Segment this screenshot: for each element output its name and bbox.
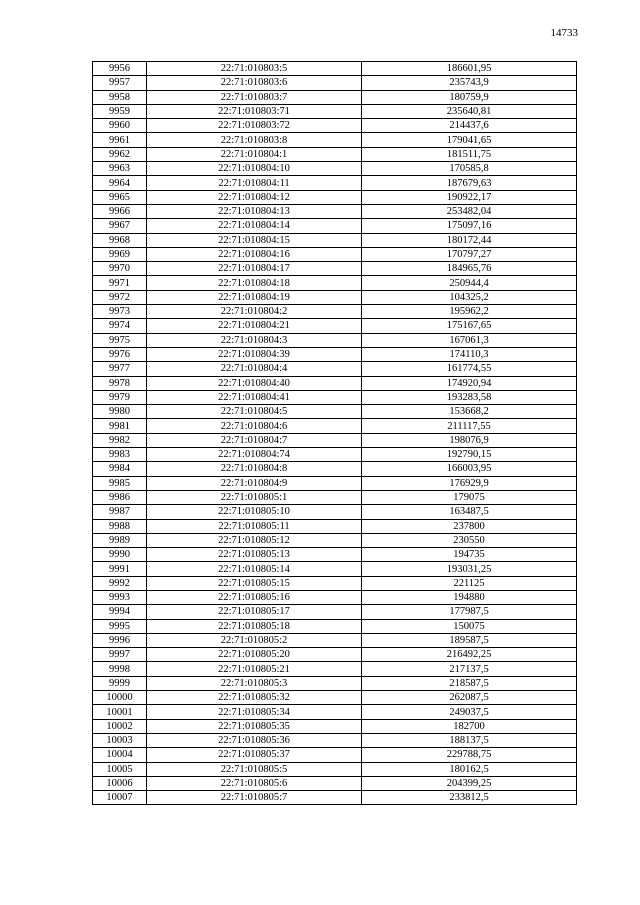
cadastral-number-cell: 22:71:010804:3: [147, 333, 362, 347]
table-row: [93, 505, 577, 519]
value-cell: 167061,3: [362, 333, 577, 347]
value-cell: 221125: [362, 576, 577, 590]
row-number-cell: 9970: [93, 262, 147, 276]
value-cell: 187679,63: [362, 176, 577, 190]
value-cell: 180162,5: [362, 762, 577, 776]
row-number-cell: 9992: [93, 576, 147, 590]
row-number-cell: 9969: [93, 247, 147, 261]
row-number-cell: 9988: [93, 519, 147, 533]
row-number-cell: 9956: [93, 62, 147, 76]
value-cell: 179041,65: [362, 133, 577, 147]
table-row: [93, 162, 577, 176]
value-cell: 174110,3: [362, 347, 577, 361]
table-row: [93, 633, 577, 647]
row-number-cell: 9963: [93, 162, 147, 176]
row-number-cell: 9974: [93, 319, 147, 333]
table-row: [93, 519, 577, 533]
table-row: [93, 733, 577, 747]
table-row: [93, 533, 577, 547]
table-row: [93, 233, 577, 247]
table-row: [93, 776, 577, 790]
cadastral-number-cell: 22:71:010804:39: [147, 347, 362, 361]
row-number-cell: 10004: [93, 748, 147, 762]
value-cell: 211117,55: [362, 419, 577, 433]
value-cell: 237800: [362, 519, 577, 533]
cadastral-number-cell: 22:71:010805:2: [147, 633, 362, 647]
value-cell: 192790,15: [362, 448, 577, 462]
row-number-cell: 9961: [93, 133, 147, 147]
cadastral-number-cell: 22:71:010804:41: [147, 390, 362, 404]
row-number-cell: 9998: [93, 662, 147, 676]
cadastral-number-cell: 22:71:010805:34: [147, 705, 362, 719]
table-row: [93, 362, 577, 376]
row-number-cell: 9981: [93, 419, 147, 433]
table-row: [93, 390, 577, 404]
value-cell: 174920,94: [362, 376, 577, 390]
table-row: [93, 319, 577, 333]
cadastral-number-cell: 22:71:010804:19: [147, 290, 362, 304]
row-number-cell: 9987: [93, 505, 147, 519]
row-number-cell: 9977: [93, 362, 147, 376]
table-row: [93, 490, 577, 504]
table-row: [93, 462, 577, 476]
cadastral-number-cell: 22:71:010805:35: [147, 719, 362, 733]
value-cell: 194880: [362, 590, 577, 604]
table-row: [93, 605, 577, 619]
value-cell: 217137,5: [362, 662, 577, 676]
cadastral-number-cell: 22:71:010805:14: [147, 562, 362, 576]
row-number-cell: 10005: [93, 762, 147, 776]
row-number-cell: 9966: [93, 204, 147, 218]
value-cell: 176929,9: [362, 476, 577, 490]
cadastral-table: [92, 61, 577, 805]
row-number-cell: 9997: [93, 648, 147, 662]
table-row: [93, 247, 577, 261]
value-cell: 235640,81: [362, 104, 577, 118]
row-number-cell: 9983: [93, 448, 147, 462]
row-number-cell: 9986: [93, 490, 147, 504]
cadastral-number-cell: 22:71:010804:6: [147, 419, 362, 433]
cadastral-number-cell: 22:71:010805:18: [147, 619, 362, 633]
row-number-cell: 10001: [93, 705, 147, 719]
cadastral-number-cell: 22:71:010805:20: [147, 648, 362, 662]
value-cell: 184965,76: [362, 262, 577, 276]
value-cell: 177987,5: [362, 605, 577, 619]
value-cell: 182700: [362, 719, 577, 733]
value-cell: 204399,25: [362, 776, 577, 790]
table-row: [93, 405, 577, 419]
value-cell: 166003,95: [362, 462, 577, 476]
table-row: [93, 305, 577, 319]
table-row: [93, 219, 577, 233]
table-row: [93, 176, 577, 190]
cadastral-number-cell: 22:71:010805:5: [147, 762, 362, 776]
row-number-cell: 9989: [93, 533, 147, 547]
row-number-cell: 9972: [93, 290, 147, 304]
table-row: [93, 62, 577, 76]
cadastral-number-cell: 22:71:010804:1: [147, 147, 362, 161]
row-number-cell: 9993: [93, 590, 147, 604]
row-number-cell: 9962: [93, 147, 147, 161]
value-cell: 181511,75: [362, 147, 577, 161]
value-cell: 216492,25: [362, 648, 577, 662]
table-row: [93, 576, 577, 590]
row-number-cell: 9996: [93, 633, 147, 647]
row-number-cell: 10002: [93, 719, 147, 733]
value-cell: 194735: [362, 548, 577, 562]
value-cell: 170797,27: [362, 247, 577, 261]
value-cell: 195962,2: [362, 305, 577, 319]
cadastral-number-cell: 22:71:010804:17: [147, 262, 362, 276]
row-number-cell: 9967: [93, 219, 147, 233]
table-row: [93, 376, 577, 390]
value-cell: 229788,75: [362, 748, 577, 762]
value-cell: 180172,44: [362, 233, 577, 247]
row-number-cell: 10006: [93, 776, 147, 790]
table-row: [93, 590, 577, 604]
table-body: [93, 62, 577, 805]
cadastral-number-cell: 22:71:010803:7: [147, 90, 362, 104]
row-number-cell: 9973: [93, 305, 147, 319]
value-cell: 170585,8: [362, 162, 577, 176]
cadastral-number-cell: 22:71:010804:11: [147, 176, 362, 190]
cadastral-number-cell: 22:71:010805:17: [147, 605, 362, 619]
row-number-cell: 9978: [93, 376, 147, 390]
cadastral-number-cell: 22:71:010804:21: [147, 319, 362, 333]
value-cell: 175167,65: [362, 319, 577, 333]
cadastral-number-cell: 22:71:010805:1: [147, 490, 362, 504]
table-row: [93, 104, 577, 118]
row-number-cell: 9968: [93, 233, 147, 247]
cadastral-number-cell: 22:71:010805:21: [147, 662, 362, 676]
cadastral-number-cell: 22:71:010804:16: [147, 247, 362, 261]
row-number-cell: 10007: [93, 791, 147, 805]
cadastral-number-cell: 22:71:010804:4: [147, 362, 362, 376]
cadastral-number-cell: 22:71:010805:12: [147, 533, 362, 547]
table-row: [93, 262, 577, 276]
cadastral-number-cell: 22:71:010805:16: [147, 590, 362, 604]
row-number-cell: 9971: [93, 276, 147, 290]
table-row: [93, 190, 577, 204]
cadastral-number-cell: 22:71:010805:32: [147, 691, 362, 705]
value-cell: 175097,16: [362, 219, 577, 233]
cadastral-number-cell: 22:71:010804:74: [147, 448, 362, 462]
table-row: [93, 276, 577, 290]
table-row: [93, 76, 577, 90]
table-row: [93, 333, 577, 347]
table-row: [93, 662, 577, 676]
cadastral-number-cell: 22:71:010805:37: [147, 748, 362, 762]
row-number-cell: 9964: [93, 176, 147, 190]
cadastral-number-cell: 22:71:010804:40: [147, 376, 362, 390]
cadastral-number-cell: 22:71:010805:36: [147, 733, 362, 747]
value-cell: 186601,95: [362, 62, 577, 76]
table-row: [93, 433, 577, 447]
row-number-cell: 9976: [93, 347, 147, 361]
value-cell: 189587,5: [362, 633, 577, 647]
value-cell: 161774,55: [362, 362, 577, 376]
value-cell: 150075: [362, 619, 577, 633]
cadastral-number-cell: 22:71:010805:15: [147, 576, 362, 590]
table-row: [93, 448, 577, 462]
cadastral-number-cell: 22:71:010803:71: [147, 104, 362, 118]
row-number-cell: 9999: [93, 676, 147, 690]
table-row: [93, 562, 577, 576]
value-cell: 193031,25: [362, 562, 577, 576]
cadastral-number-cell: 22:71:010804:8: [147, 462, 362, 476]
value-cell: 249037,5: [362, 705, 577, 719]
row-number-cell: 9991: [93, 562, 147, 576]
table-row: [93, 705, 577, 719]
value-cell: 214437,6: [362, 119, 577, 133]
row-number-cell: 10000: [93, 691, 147, 705]
row-number-cell: 9982: [93, 433, 147, 447]
row-number-cell: 9965: [93, 190, 147, 204]
table-row: [93, 691, 577, 705]
value-cell: 218587,5: [362, 676, 577, 690]
table-row: [93, 619, 577, 633]
cadastral-number-cell: 22:71:010804:18: [147, 276, 362, 290]
row-number-cell: 9990: [93, 548, 147, 562]
table-row: [93, 90, 577, 104]
cadastral-number-cell: 22:71:010803:5: [147, 62, 362, 76]
value-cell: 180759,9: [362, 90, 577, 104]
row-number-cell: 9958: [93, 90, 147, 104]
cadastral-number-cell: 22:71:010804:12: [147, 190, 362, 204]
cadastral-number-cell: 22:71:010805:3: [147, 676, 362, 690]
table-row: [93, 147, 577, 161]
value-cell: 163487,5: [362, 505, 577, 519]
table-row: [93, 762, 577, 776]
cadastral-number-cell: 22:71:010805:10: [147, 505, 362, 519]
value-cell: 188137,5: [362, 733, 577, 747]
value-cell: 190922,17: [362, 190, 577, 204]
value-cell: 179075: [362, 490, 577, 504]
value-cell: 233812,5: [362, 791, 577, 805]
row-number-cell: 9959: [93, 104, 147, 118]
page-number: 14733: [550, 27, 578, 39]
value-cell: 253482,04: [362, 204, 577, 218]
table-row: [93, 548, 577, 562]
row-number-cell: 9980: [93, 405, 147, 419]
table-row: [93, 204, 577, 218]
table-row: [93, 119, 577, 133]
table-row: [93, 133, 577, 147]
cadastral-number-cell: 22:71:010804:9: [147, 476, 362, 490]
row-number-cell: 9995: [93, 619, 147, 633]
cadastral-number-cell: 22:71:010804:14: [147, 219, 362, 233]
table-row: [93, 791, 577, 805]
value-cell: 262087,5: [362, 691, 577, 705]
cadastral-number-cell: 22:71:010805:13: [147, 548, 362, 562]
value-cell: 193283,58: [362, 390, 577, 404]
value-cell: 230550: [362, 533, 577, 547]
cadastral-number-cell: 22:71:010804:10: [147, 162, 362, 176]
table-row: [93, 347, 577, 361]
value-cell: 235743,9: [362, 76, 577, 90]
cadastral-number-cell: 22:71:010804:7: [147, 433, 362, 447]
row-number-cell: 10003: [93, 733, 147, 747]
cadastral-number-cell: 22:71:010804:15: [147, 233, 362, 247]
row-number-cell: 9960: [93, 119, 147, 133]
cadastral-number-cell: 22:71:010803:8: [147, 133, 362, 147]
table-row: [93, 748, 577, 762]
table-row: [93, 719, 577, 733]
row-number-cell: 9957: [93, 76, 147, 90]
table-row: [93, 290, 577, 304]
cadastral-number-cell: 22:71:010805:6: [147, 776, 362, 790]
cadastral-number-cell: 22:71:010804:13: [147, 204, 362, 218]
table-row: [93, 676, 577, 690]
table-row: [93, 419, 577, 433]
row-number-cell: 9979: [93, 390, 147, 404]
value-cell: 250944,4: [362, 276, 577, 290]
row-number-cell: 9985: [93, 476, 147, 490]
table-row: [93, 648, 577, 662]
row-number-cell: 9984: [93, 462, 147, 476]
cadastral-number-cell: 22:71:010804:2: [147, 305, 362, 319]
row-number-cell: 9975: [93, 333, 147, 347]
value-cell: 198076,9: [362, 433, 577, 447]
cadastral-number-cell: 22:71:010805:7: [147, 791, 362, 805]
cadastral-number-cell: 22:71:010803:6: [147, 76, 362, 90]
value-cell: 153668,2: [362, 405, 577, 419]
cadastral-number-cell: 22:71:010804:5: [147, 405, 362, 419]
row-number-cell: 9994: [93, 605, 147, 619]
table-row: [93, 476, 577, 490]
cadastral-number-cell: 22:71:010803:72: [147, 119, 362, 133]
value-cell: 104325,2: [362, 290, 577, 304]
cadastral-number-cell: 22:71:010805:11: [147, 519, 362, 533]
